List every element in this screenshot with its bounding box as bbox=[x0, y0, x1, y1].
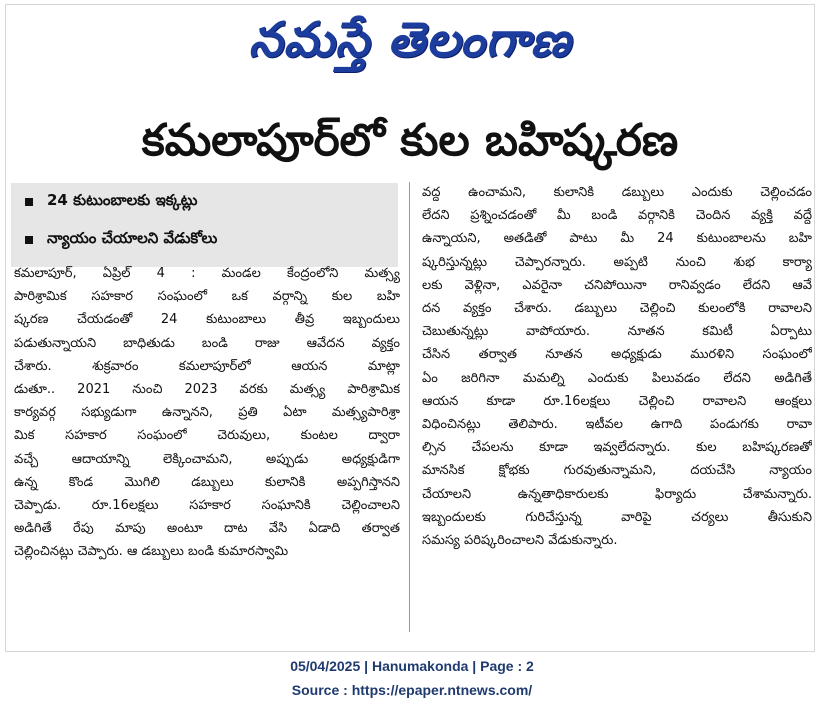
article-line: చేసిన తర్వాత నూతన అధ్యక్షుడు మురళిని సంఘంలో bbox=[422, 347, 812, 363]
article-line: ష్కరణ చేయడంతో 24 కుటుంబాలు తీవ్ర ఇబ్బందులు bbox=[14, 312, 400, 328]
article-line: కార్యవర్గ సభ్యుడుగా ఉన్నానని, ప్రతి ఏటా మత్స్యపారిశ్రా bbox=[14, 405, 400, 421]
article-line: ఇబ్బందులకు గురిచేస్తున్న వారిపై చర్యలు తీసుకుని bbox=[422, 509, 812, 525]
article-line: చేయాలని ఉన్నతాధికారులకు ఫిర్యాదు చేశామన్నారు. bbox=[422, 486, 812, 502]
bullet-square-icon bbox=[25, 198, 33, 206]
article-line: విధించినట్లు తెలిపారు. ఇటీవల ఉగాది పండుగకు రావా bbox=[422, 417, 812, 433]
article-line: మానసిక క్షోభకు గురవుతున్నామని, దయచేసి న్యాయం bbox=[422, 463, 812, 479]
article-headline: కమలాపూర్‌లో కుల బహిష్కరణ bbox=[141, 115, 679, 166]
article-line: లేదని ప్రశ్నించడంతో మీ బండి వర్గానికి చెందిన వ్యక్తి వద్దే bbox=[422, 208, 812, 224]
article-line: కమలాపూర్, ఏప్రిల్ 4 : మండల కేంద్రంలోని మత్స్య bbox=[14, 266, 400, 281]
article-line: వద్ద ఉంచామని, కులానికి డబ్బులు ఎందుకు చెల్లించడం bbox=[422, 185, 812, 200]
highlight-item bbox=[11, 221, 398, 259]
article-line: ఉన్న కొండ మొగిలి డబ్బులు కులానికి అప్పగిస్తానని bbox=[14, 474, 400, 490]
article-line: ఉన్నాయని, అతడితో పాటు మీ 24 కుటుంబాలను బహి bbox=[422, 231, 812, 247]
article-line: చెప్పాడు. రూ.16లక్షలు సహకార సంఘానికి చెల్లించాలని bbox=[14, 498, 400, 514]
highlight-item bbox=[11, 183, 398, 221]
article-line: పారిశ్రామిక సహకార సంఘంలో ఒక వర్గాన్ని కుల బహి bbox=[14, 289, 400, 305]
article-column-left bbox=[14, 262, 400, 564]
newspaper-masthead bbox=[6, 13, 814, 79]
bullet-square-icon bbox=[25, 236, 33, 244]
article-line: చేశారు. శుక్రవారం కమలాపూర్‌లో ఆయన మాట్లా bbox=[14, 358, 400, 374]
article-line: సమస్య పరిష్కరించాలని వేడుకున్నారు. bbox=[422, 533, 618, 549]
masthead-logo-text: నమస్తే తెలంగాణ bbox=[248, 12, 572, 68]
highlights-box bbox=[11, 183, 398, 267]
column-divider bbox=[409, 182, 410, 632]
article-line: డుతూ.. 2021 నుంచి 2023 వరకు మత్స్య పారిశ్రామిక bbox=[14, 382, 400, 398]
article-line: లకు వెళ్లినా, ఎవరైనా చనిపోయినా రానివ్వడం లేదని ఆవే bbox=[422, 277, 812, 293]
highlight-text: న్యాయం చేయాలని వేడుకోలు bbox=[47, 229, 218, 247]
article-line: మిక సహకార సంఘంలో చెరువులు, కుంటల ద్వారా bbox=[14, 428, 400, 444]
article-line: ల్సిన చేపలను కూడా ఇవ్వలేదన్నారు. కుల బహిష్కరణతో bbox=[422, 440, 812, 456]
footer-date-edition: 05/04/2025 | Hanumakonda | Page : 2 bbox=[290, 658, 534, 674]
article-line: ఆయన కూడా రూ.16లక్షలు చెల్లించి రావాలని ఆంక్షలు bbox=[422, 393, 812, 409]
article-line: వచ్చే ఆదాయాన్ని లెక్కించామని, అప్పుడు అధ్యక్షుడిగా bbox=[14, 451, 400, 467]
article-line: పడుతున్నాయని బాధితుడు బండి రాజు ఆవేదన వ్యక్తం bbox=[14, 335, 400, 351]
article-line: ఏం జరిగినా మమల్ని ఎందుకు పిలువడం లేదని అడిగితే bbox=[422, 370, 812, 386]
article-column-right bbox=[422, 181, 812, 552]
article-line: దన వ్యక్తం చేశారు. డబ్బులు చెల్లించి కులంలోకి రావాలని bbox=[422, 301, 812, 317]
article-line: చెల్లించినట్లు చెప్పారు. ఆ డబ్బులు బండి కుమారస్వామి bbox=[14, 544, 289, 560]
article-line: అడిగితే రేపు మాపు అంటూ దాట వేసి ఏడాది తర్వాత bbox=[14, 521, 400, 537]
article-line: చెబుతున్నట్లు వాపోయారు. నూతన కమిటీ ఏర్పాటు bbox=[422, 324, 812, 340]
highlight-text: 24 కుటుంబాలకు ఇక్కట్లు bbox=[47, 191, 198, 209]
footer-source: Source : https://epaper.ntnews.com/ bbox=[291, 682, 533, 698]
article-line: ష్కరిస్తున్నట్లు చెప్పారన్నారు. అప్పటి నుంచి శుభ కార్యా bbox=[422, 254, 812, 270]
